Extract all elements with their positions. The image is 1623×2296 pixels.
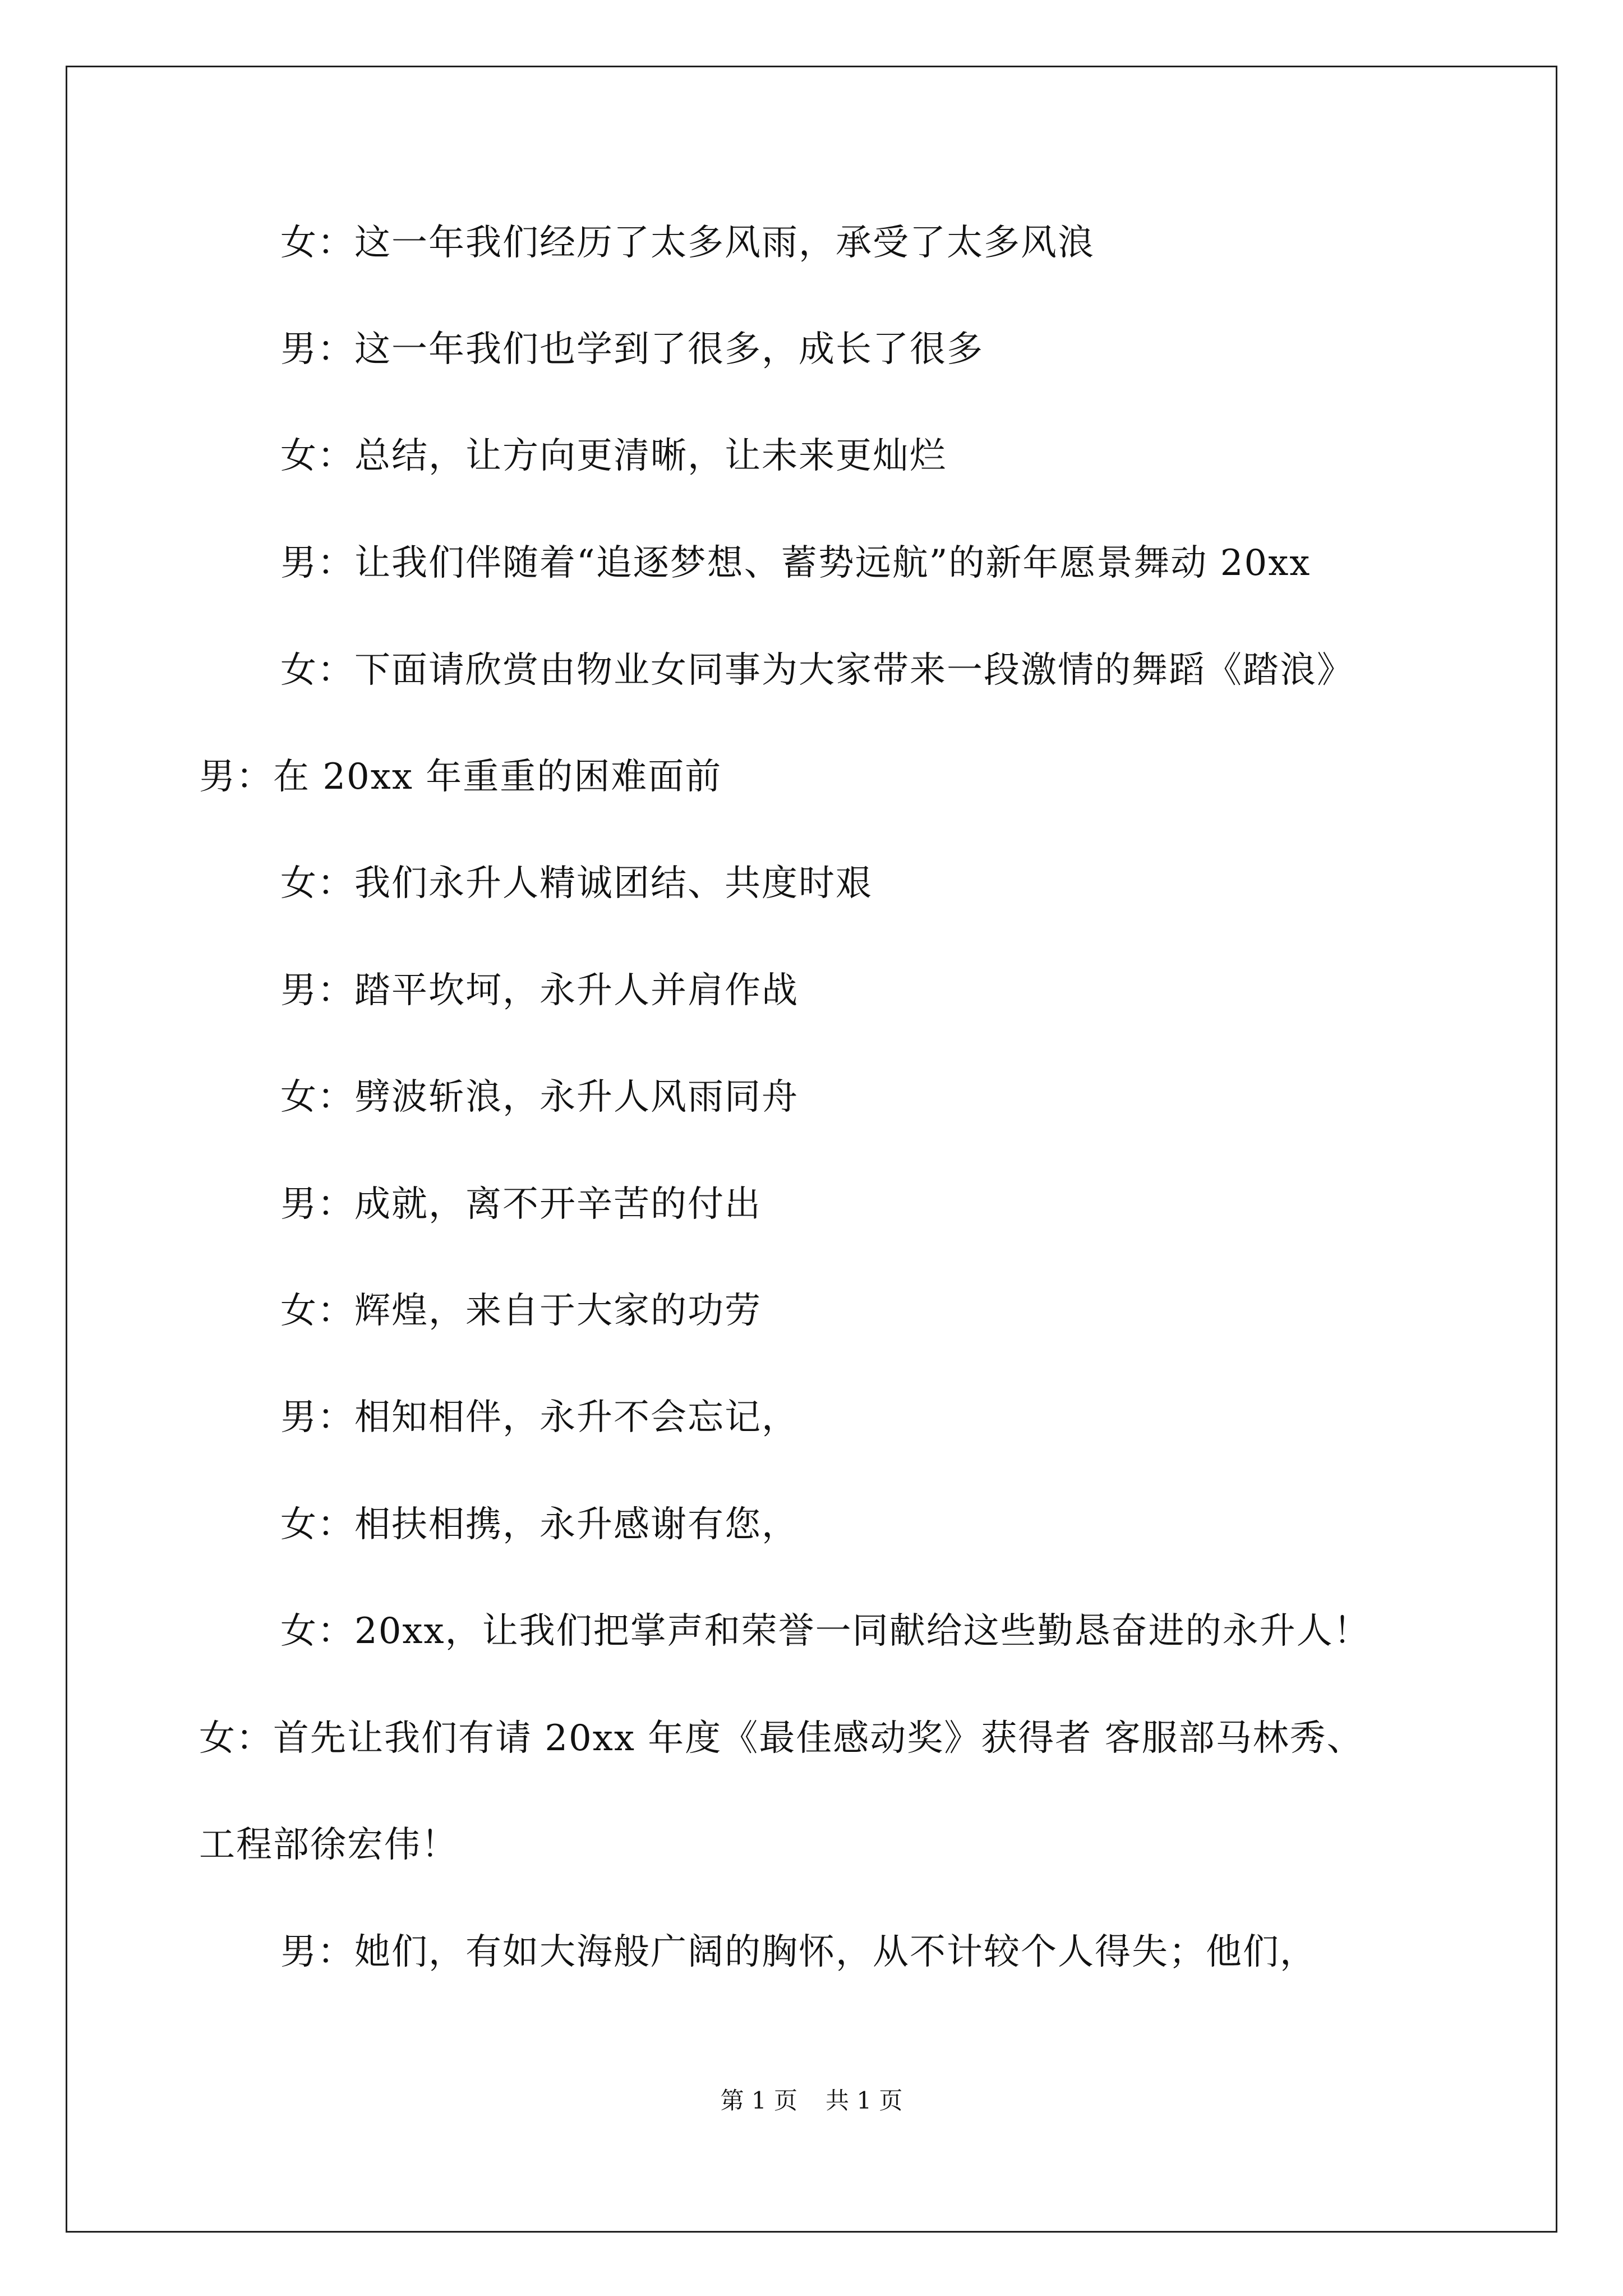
- text-line: 男：让我们伴随着“追逐梦想、蓄势远航”的新年愿景舞动 20xx: [280, 542, 1311, 584]
- text-line: 女：下面请欣赏由物业女同事为大家带来一段激情的舞蹈《踏浪》: [280, 650, 1354, 691]
- text-line: 男：相知相伴，永升不会忘记，: [280, 1397, 799, 1438]
- page-number: 第 1 页: [720, 2087, 797, 2114]
- text-line: 男：她们，有如大海般广阔的胸怀，从不计较个人得失；他们，: [280, 1931, 1317, 1973]
- page-total: 共 1 页: [826, 2087, 903, 2114]
- page-border: [66, 66, 1557, 2233]
- text-line: 女：这一年我们经历了太多风雨，承受了太多风浪: [280, 222, 1095, 264]
- text-line: 女：总结，让方向更清晰，让未来更灿烂: [280, 435, 947, 477]
- text-line: 男：踏平坎坷，永升人并肩作战: [280, 970, 799, 1011]
- text-line: 女：相扶相携，永升感谢有您，: [280, 1504, 799, 1545]
- text-line: 女：首先让我们有请 20xx 年度《最佳感动奖》获得者 客服部马林秀、: [199, 1718, 1364, 1759]
- text-line: 女：20xx，让我们把掌声和荣誉一同献给这些勤恳奋进的永升人！: [280, 1611, 1371, 1652]
- text-line: 男：这一年我们也学到了很多，成长了很多: [280, 329, 984, 370]
- text-line: 女：我们永升人精诚团结、共度时艰: [280, 863, 873, 904]
- text-line: 女：辉煌，来自于大家的功劳: [280, 1290, 762, 1332]
- text-line: 女：劈波斩浪，永升人风雨同舟: [280, 1076, 799, 1118]
- page-footer: [0, 2084, 1623, 2118]
- text-line: 男：在 20xx 年重重的困难面前: [199, 756, 722, 798]
- text-line: 工程部徐宏伟！: [199, 1824, 458, 1866]
- text-line: 男：成就，离不开辛苦的付出: [280, 1184, 762, 1225]
